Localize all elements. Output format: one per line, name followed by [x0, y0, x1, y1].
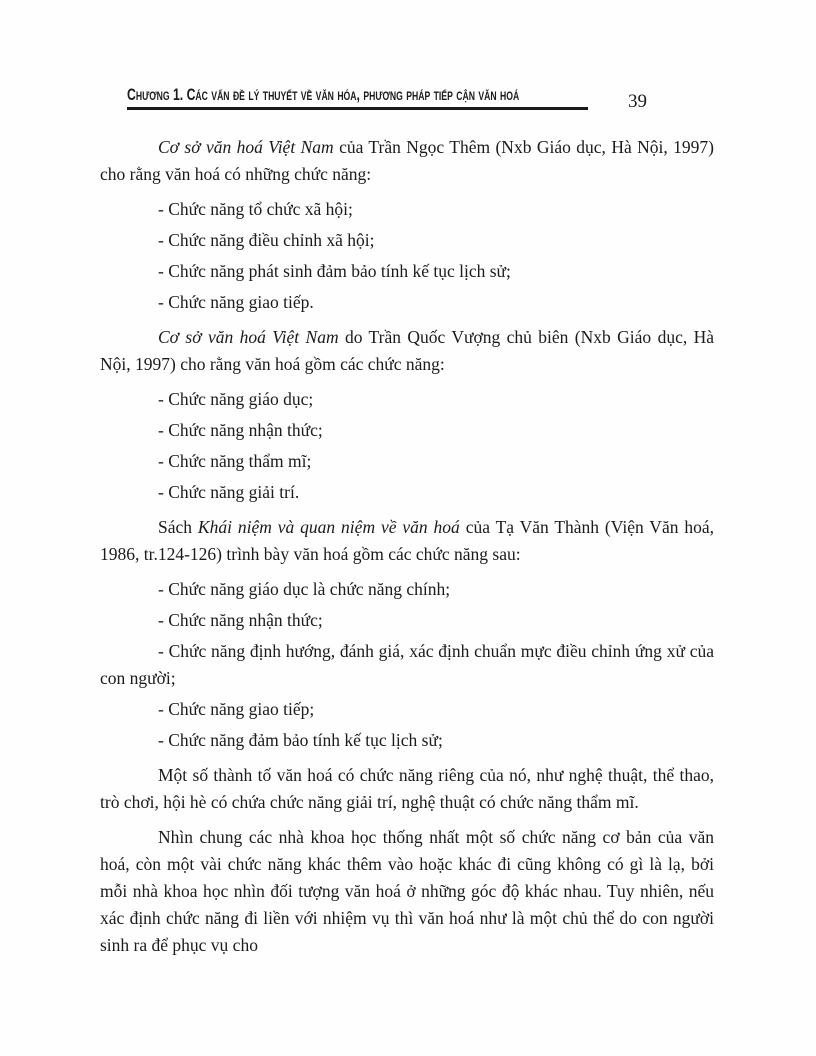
- list-item: - Chức năng thẩm mĩ;: [158, 451, 312, 471]
- list-item: - Chức năng đảm bảo tính kế tục lịch sử;: [158, 730, 443, 750]
- list-item: - Chức năng định hướng, đánh giá, xác định chuẩn mực điều chỉnh ứng xử của con người;: [100, 641, 714, 688]
- list-item: - Chức năng giao tiếp.: [158, 292, 314, 312]
- page-body: [100, 126, 714, 967]
- paragraph-text: của Trần Ngọc Thêm (Nxb Giáo dục, Hà Nội, 1997) cho rằng văn hoá có những chức năng:: [100, 137, 714, 184]
- list-item: - Chức năng giáo dục;: [158, 389, 314, 409]
- list-item: - Chức năng nhận thức;: [158, 610, 323, 630]
- running-header: [127, 84, 647, 118]
- list-item: - Chức năng tổ chức xã hội;: [158, 199, 353, 219]
- paragraph: [100, 514, 714, 568]
- paragraph: [100, 324, 714, 378]
- page-number: 39: [628, 91, 647, 112]
- book-title: Cơ sở văn hoá Việt Nam: [158, 137, 334, 157]
- header-rule: [127, 107, 588, 110]
- book-title: Cơ sở văn hoá Việt Nam: [158, 327, 339, 347]
- list-item: - Chức năng giải trí.: [158, 482, 300, 502]
- chapter-title: Chương 1. Các vấn đề lý thuyết về văn hóa, phương pháp tiếp cận văn hoá: [127, 85, 520, 104]
- list-item: - Chức năng phát sinh đảm bảo tính kế tục lịch sử;: [158, 261, 511, 281]
- paragraph: Một số thành tố văn hoá có chức năng riêng của nó, như nghệ thuật, thể thao, trò chơi, hội hè có chứa chức năng giải trí, nghệ thuật có chức năng thẩm mĩ.: [100, 765, 714, 812]
- list-item: - Chức năng nhận thức;: [158, 420, 323, 440]
- paragraph-text: do Trần Quốc Vượng chủ biên (Nxb Giáo dục, Hà Nội, 1997) cho rằng văn hoá gồm các chức năng:: [100, 327, 715, 374]
- list-item: - Chức năng giáo dục là chức năng chính;: [158, 579, 451, 599]
- paragraph: [100, 134, 714, 188]
- paragraph-text: Sách: [158, 517, 198, 537]
- book-title: Khái niệm và quan niệm về văn hoá: [197, 517, 460, 537]
- paragraph-text: của Tạ Văn Thành (Viện Văn hoá, 1986, tr.124-126) trình bày văn hoá gồm các chức năng sau:: [100, 517, 714, 564]
- list-item: - Chức năng giao tiếp;: [158, 699, 315, 719]
- list-item: - Chức năng điều chỉnh xã hội;: [158, 230, 375, 250]
- paragraph: Nhìn chung các nhà khoa học thống nhất một số chức năng cơ bản của văn hoá, còn một vài chức năng khác thêm vào hoặc khác đi cũng không có gì là lạ, bởi mỗi nhà khoa học nhìn đối tượng văn hoá ở những góc độ khác nhau. Tuy nhiên, nếu xác định chức năng đi liền với nhiệm vụ thì văn hoá như là một chủ thể do con người sinh ra để phục vụ cho: [100, 827, 714, 955]
